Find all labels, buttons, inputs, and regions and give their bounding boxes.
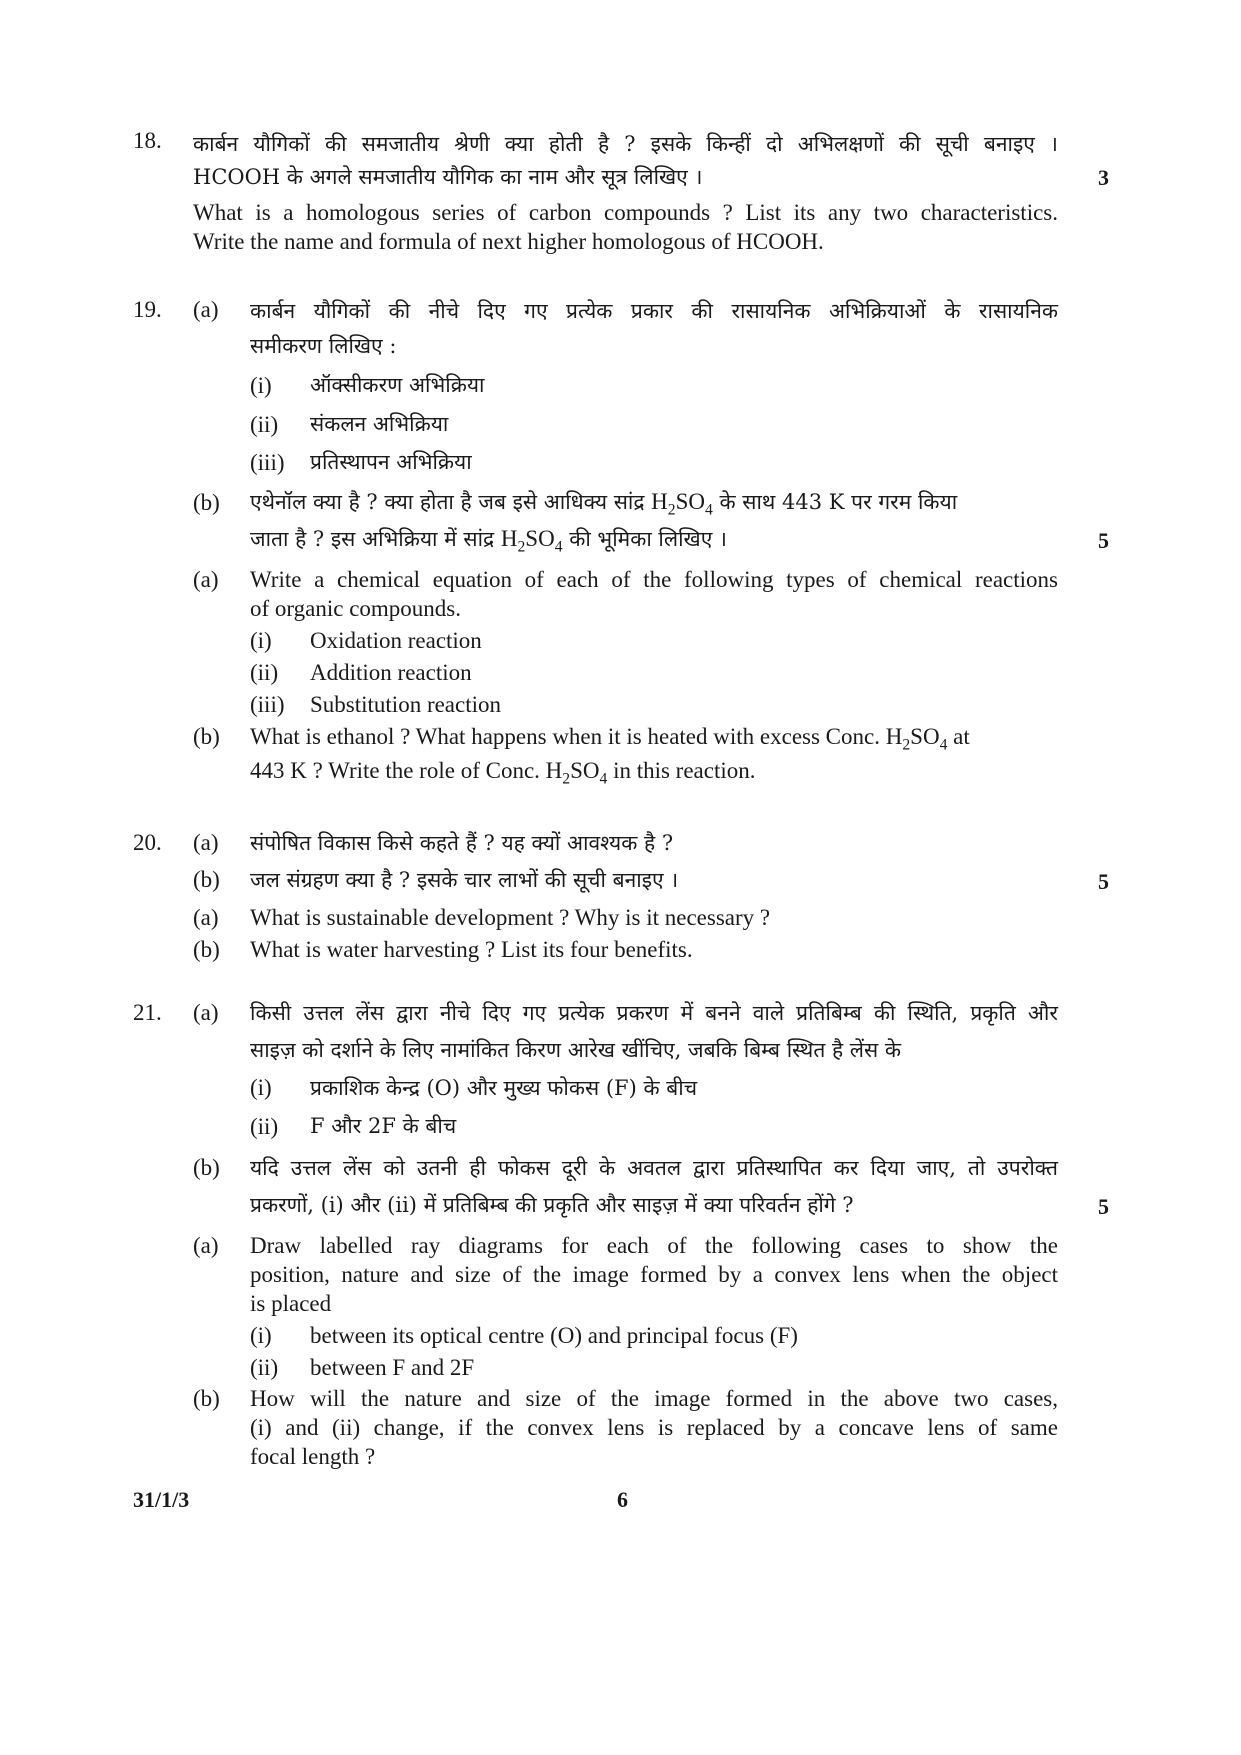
q21-hindi-a-line-2: साइज़ को दर्शाने के लिए नामांकित किरण आरेख खींचिए, जबकि बिम्ब स्थित है लेंस के [250,1038,902,1062]
q19-hindi-i-label: (i) [250,373,272,398]
q19-english-b-line-2-post: in this reaction. [607,758,756,783]
q21-english-i-text: between its optical centre (O) and principal focus (F) [310,1323,798,1348]
h2so4-formula: $H_2SO_4$ [885,724,948,754]
q21-part-b-label-hindi: (b) [193,1155,220,1180]
q19-hindi-iii-text: प्रतिस्थापन अभिक्रिया [310,450,472,474]
h2so4-formula: $H_2SO_4$ [500,526,563,556]
q19-english-a-line-2: of organic compounds. [250,596,462,621]
q21-english-b-line-2: (i) and (ii) change, if the convex lens is replaced by a concave lens of same [250,1415,1058,1440]
q21-english-b-line-1: How will the nature and size of the image formed in the above two cases, [250,1386,1058,1411]
q19-part-b-label-english: (b) [193,724,220,749]
q20-english-b: What is water harvesting ? List its four benefits. [250,937,693,962]
q19-hindi-b-line-2-pre: जाता है ? इस अभिक्रिया में सांद्र [250,527,501,551]
q18-hindi-line-1: कार्बन यौगिकों की समजातीय श्रेणी क्या होती है ? इसके किन्हीं दो अभिलक्षणों की सूची बनाइए । [193,132,1058,156]
q21-hindi-a-line-1: किसी उत्तल लेंस द्वारा नीचे दिए गए प्रत्येक प्रकरण में बनने वाले प्रतिबिम्ब की स्थिति, प्रकृति और [250,1001,1058,1025]
q19-english-b-line-1-post: at [947,724,970,749]
q20-hindi-b: जल संग्रहण क्या है ? इसके चार लाभों की सूची बनाइए । [250,868,679,892]
q19-hindi-b-line-1-post: के साथ 443 K पर गरम किया [712,490,958,514]
q19-english-i-label: (i) [250,628,272,653]
q19-english-i-text: Oxidation reaction [310,628,482,653]
q18-english-line-1: What is a homologous series of carbon compounds ? List its any two characteristics. [193,200,1058,225]
paper-code: 31/1/3 [133,1487,190,1512]
question-number-19: 19. [133,297,162,322]
q19-hindi-b-line-1 [250,488,1058,520]
q19-english-b-line-1-pre: What is ethanol ? What happens when it is heated with excess Conc. [250,724,886,749]
q20-hindi-a: संपोषित विकास किसे कहते हैं ? यह क्यों आवश्यक है ? [250,831,674,855]
q19-hindi-a-line-1: कार्बन यौगिकों की नीचे दिए गए प्रत्येक प्रकार की रासायनिक अभिक्रियाओं के रासायनिक [250,299,1058,323]
q21-english-a-line-1: Draw labelled ray diagrams for each of the following cases to show the [250,1233,1058,1258]
q21-english-i-label: (i) [250,1323,272,1348]
q21-english-a-line-2: position, nature and size of the image formed by a convex lens when the object [250,1262,1058,1287]
q19-hindi-i-text: ऑक्सीकरण अभिक्रिया [310,373,485,397]
q21-part-a-label-english: (a) [193,1233,219,1258]
q20-part-a-label-hindi: (a) [193,830,219,855]
q19-english-b-line-2 [250,758,1058,789]
h2so4-formula: $H_2SO_4$ [545,758,608,788]
q20-english-a: What is sustainable development ? Why is it necessary ? [250,905,771,930]
q19-hindi-iii-label: (iii) [250,450,285,475]
q19-part-a-label-hindi: (a) [193,297,219,322]
q21-hindi-ii-text: F और 2F के बीच [310,1114,457,1138]
q19-english-ii-label: (ii) [250,660,279,685]
q20-marks: 5 [1098,869,1109,894]
q19-part-a-label-english: (a) [193,567,219,592]
q20-part-b-label-english: (b) [193,937,220,962]
q19-english-iii-text: Substitution reaction [310,692,502,717]
question-number-21: 21. [133,1000,162,1025]
q21-hindi-b-line-1: यदि उत्तल लेंस को उतनी ही फोकस दूरी के अवतल द्वारा प्रतिस्थापित कर दिया जाए, तो उपरोक्त [250,1156,1058,1180]
q21-english-ii-label: (ii) [250,1355,279,1380]
q21-hindi-i-label: (i) [250,1075,272,1100]
q19-hindi-b-line-2 [250,525,1058,557]
q18-english-line-2: Write the name and formula of next higher homologous of HCOOH. [193,229,824,254]
q19-hindi-ii-text: संकलन अभिक्रिया [310,412,449,436]
q21-hindi-ii-label: (ii) [250,1114,279,1139]
q19-english-b-line-1 [250,724,1058,755]
q21-hindi-i-text: प्रकाशिक केन्द्र (O) और मुख्य फोकस (F) के बीच [310,1076,698,1100]
q20-part-a-label-english: (a) [193,905,219,930]
q21-english-b-line-3: focal length ? [250,1444,376,1469]
page-number: 6 [617,1487,628,1512]
q21-part-b-label-english: (b) [193,1386,220,1411]
q21-part-a-label-hindi: (a) [193,1000,219,1025]
q21-marks: 5 [1098,1194,1109,1219]
q18-marks: 3 [1098,165,1109,190]
q19-english-b-line-2-pre: 443 K ? Write the role of Conc. [250,758,546,783]
q19-english-a-line-1: Write a chemical equation of each of the following types of chemical reactions [250,567,1058,592]
q18-hindi-line-2: HCOOH के अगले समजातीय यौगिक का नाम और सूत्र लिखिए । [193,165,703,189]
q19-marks: 5 [1098,528,1109,553]
q19-english-ii-text: Addition reaction [310,660,472,685]
q21-english-ii-text: between F and 2F [310,1355,475,1380]
h2so4-formula: $H_2SO_4$ [651,489,713,519]
q19-hindi-a-line-2: समीकरण लिखिए : [250,334,397,358]
q21-hindi-b-line-2: प्रकरणों, (i) और (ii) में प्रतिबिम्ब की प्रकृति और साइज़ में क्या परिवर्तन होंगे ? [250,1193,854,1217]
question-number-18: 18. [133,128,162,153]
q19-hindi-b-line-2-post: की भूमिका लिखिए । [562,527,727,551]
q20-part-b-label-hindi: (b) [193,867,220,892]
q19-english-iii-label: (iii) [250,692,285,717]
question-number-20: 20. [133,830,162,855]
q19-hindi-ii-label: (ii) [250,412,279,437]
q21-english-a-line-3: is placed [250,1291,332,1316]
q19-part-b-label-hindi: (b) [193,490,220,515]
q19-hindi-b-line-1-pre: एथेनॉल क्या है ? क्या होता है जब इसे आधिक्य सांद्र [250,490,652,514]
